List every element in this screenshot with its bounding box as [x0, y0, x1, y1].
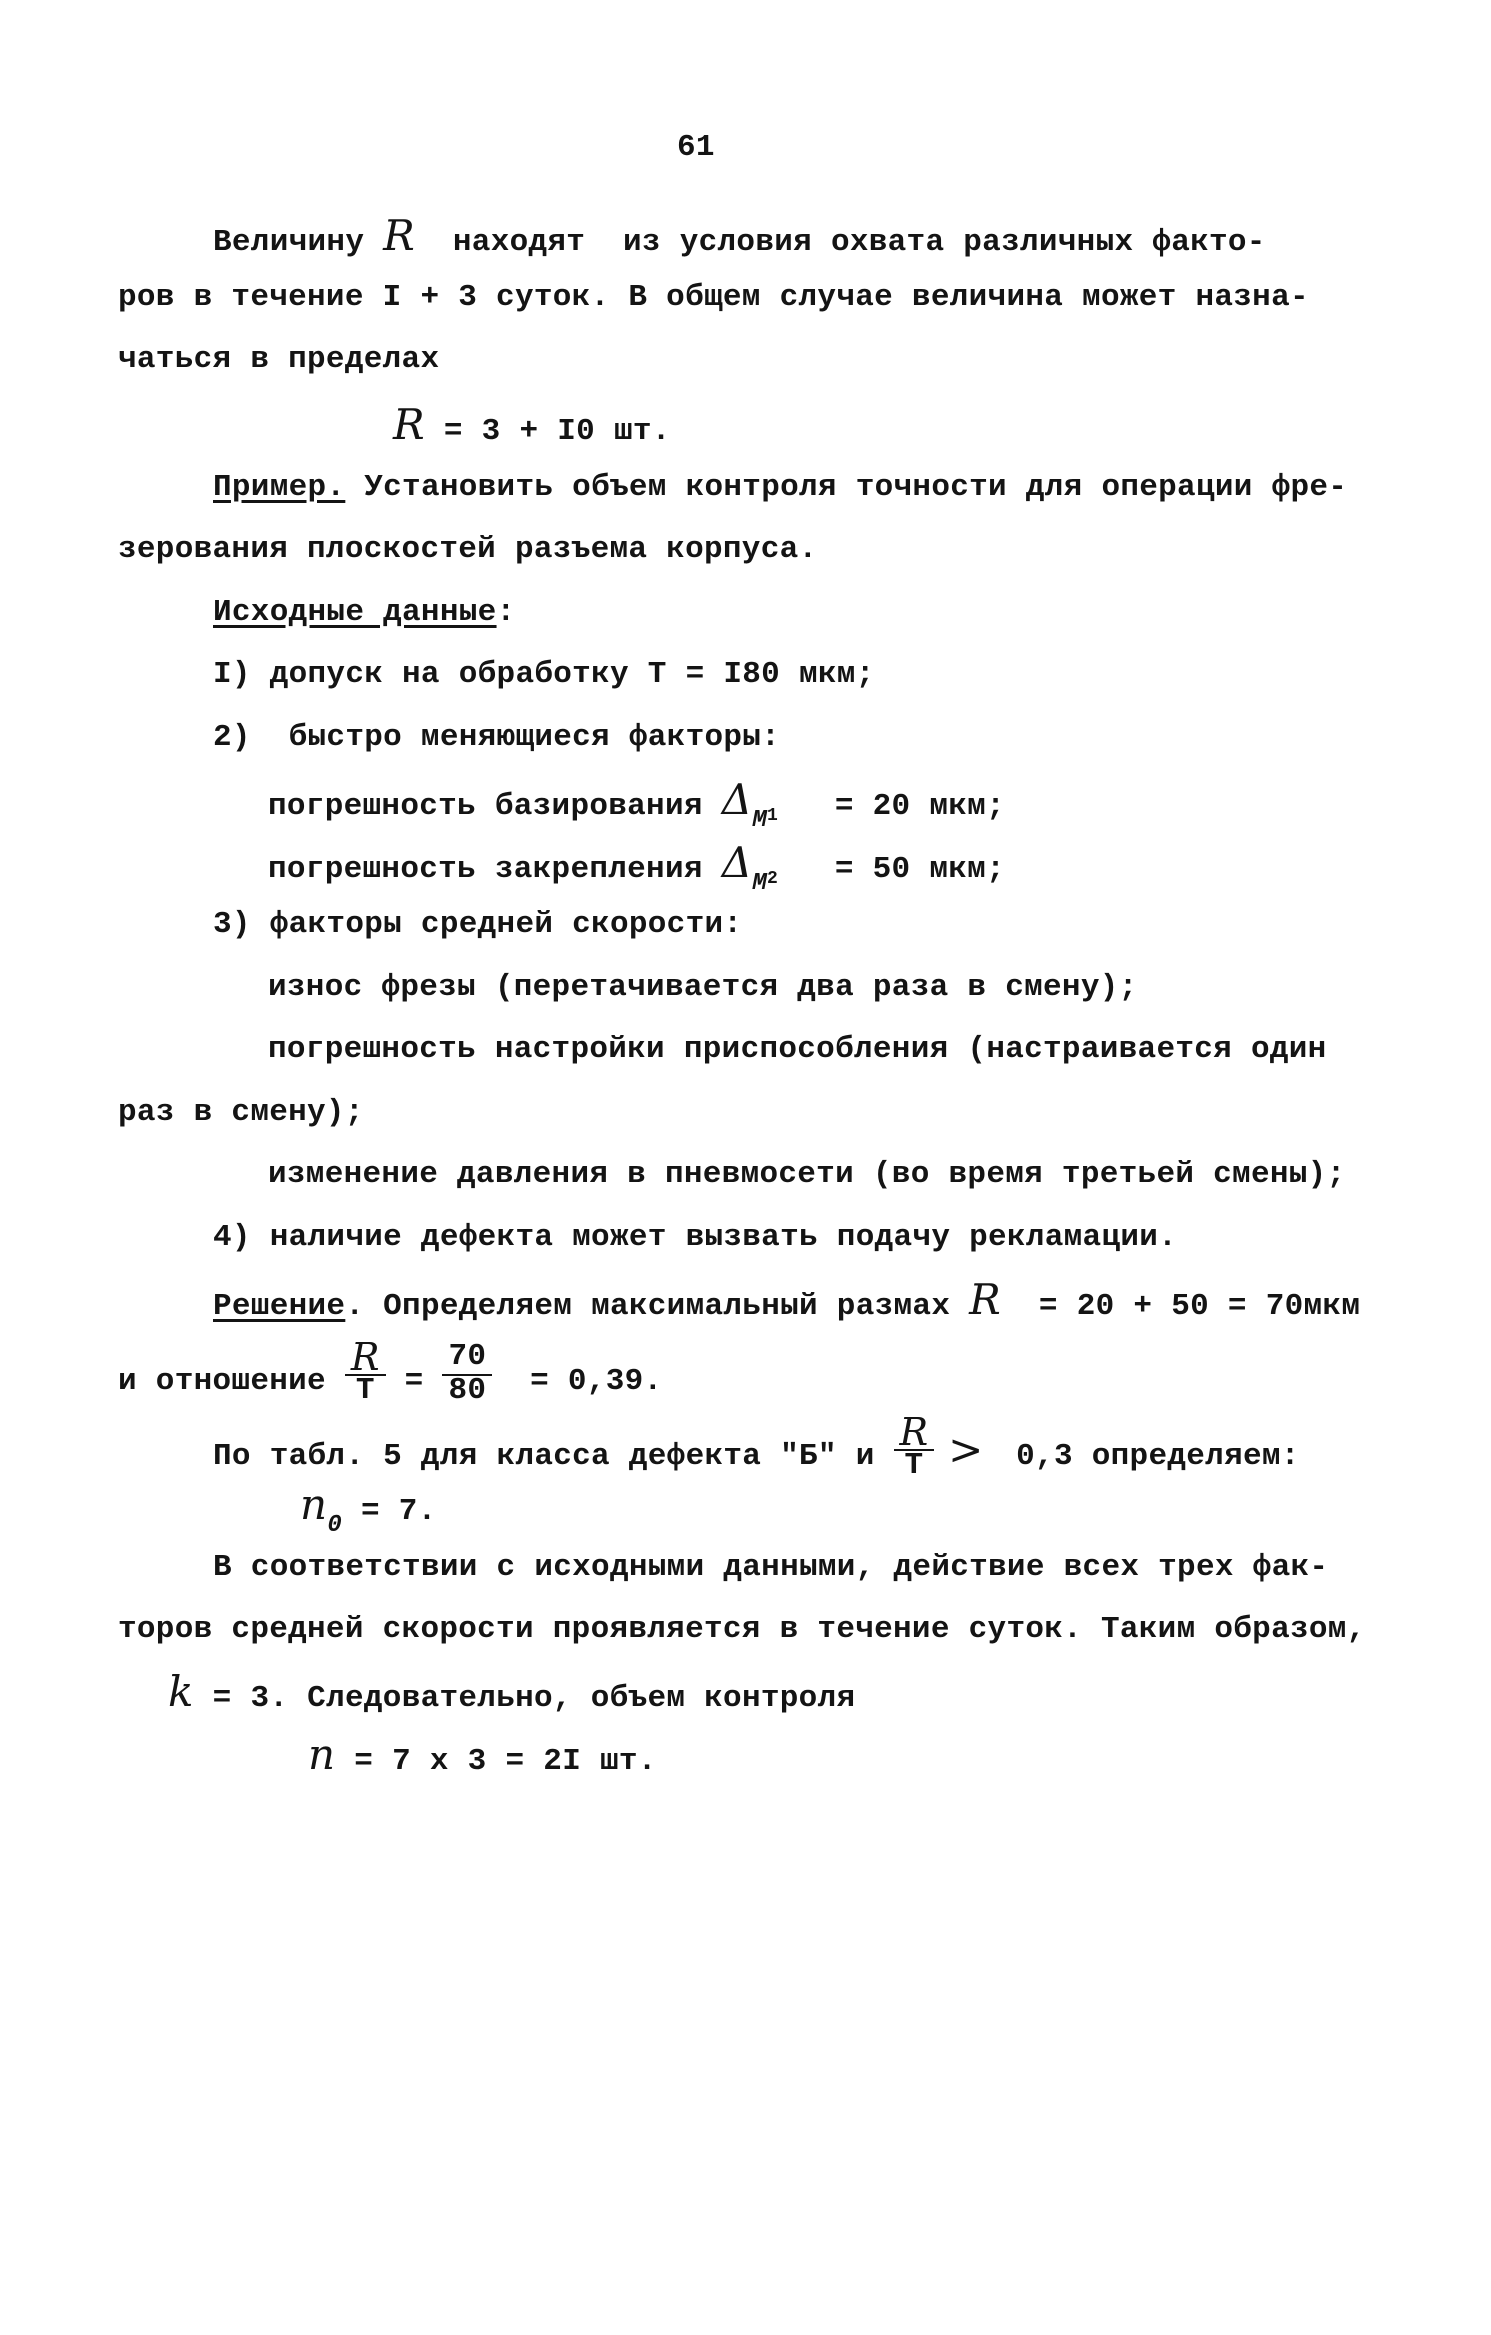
example-label: Пример.	[213, 470, 346, 505]
solution-line2-text: и отношение	[118, 1364, 345, 1400]
example-line2: зерования плоскостей разъема корпуса.	[118, 532, 818, 567]
subscript-1: 1	[767, 806, 779, 826]
list-item-2b	[268, 838, 1005, 897]
final-formula-text: = 7 x 3 = 2I шт.	[335, 1744, 657, 1779]
solution-line2	[118, 1335, 663, 1414]
page-number: 61	[677, 130, 715, 165]
conclusion-line3-text: = 3. Следовательно, объем контроля	[193, 1681, 856, 1716]
list-item-3c: изменение давления в пневмосети (во время третьей смены);	[268, 1157, 1346, 1192]
subscript-m: M	[752, 807, 768, 834]
symbol-r: R	[383, 211, 416, 260]
formula-r-range	[393, 400, 671, 452]
subscript-0: 0	[327, 1512, 343, 1539]
fraction-denominator: T	[904, 1448, 924, 1483]
example-text1: Установить объем контроля точности для операции фре-	[345, 470, 1348, 505]
fraction-70-over-80	[442, 1340, 492, 1406]
para1-text-a: Величину	[213, 225, 384, 260]
n0-value: = 7.	[342, 1494, 437, 1529]
list-item-4: 4) наличие дефекта может вызвать подачу рекламации.	[213, 1220, 1178, 1255]
ratio-result: = 0,39.	[492, 1364, 663, 1400]
fraction-numerator: R	[894, 1415, 935, 1451]
delta-symbol: Δ	[721, 838, 753, 887]
conclusion-line3	[168, 1667, 856, 1719]
fraction-r-over-t	[894, 1410, 935, 1483]
symbol-n: n	[300, 1480, 328, 1529]
list-item-3a: износ фрезы (перетачивается два раза в смену);	[268, 970, 1138, 1005]
fraction-denominator: T	[355, 1373, 375, 1408]
table-ref-text-a: По табл. 5 для класса дефекта "Б" и	[213, 1439, 894, 1475]
solution-text1: . Определяем максимальный размах	[345, 1289, 970, 1324]
para1-line3: чаться в пределах	[118, 342, 440, 377]
delta-symbol: Δ	[721, 775, 753, 824]
example-line1	[213, 468, 1347, 508]
table-reference	[213, 1410, 1300, 1489]
subscript-2: 2	[767, 869, 779, 889]
fraction-r-over-t	[345, 1335, 386, 1408]
conclusion-line2: торов средней скорости проявляется в течение суток. Таким образом,	[118, 1612, 1366, 1647]
list-item-3b-cont: раз в смену);	[118, 1095, 364, 1130]
symbol-n: n	[308, 1730, 336, 1779]
para1-text-b: находят из условия охвата различных факто-	[415, 225, 1266, 260]
item2a-text: погрешность базирования	[268, 789, 722, 824]
fraction-denominator: 80	[448, 1373, 487, 1408]
final-formula	[308, 1730, 657, 1782]
fraction-numerator: 70	[442, 1340, 492, 1376]
source-data-label: Исходные данные	[213, 595, 497, 630]
list-item-1: I) допуск на обработку Т = I80 мкм;	[213, 657, 875, 692]
fraction-numerator: R	[345, 1340, 386, 1376]
item2a-value: = 20 мкм;	[778, 789, 1005, 824]
solution-label: Решение	[213, 1289, 346, 1324]
para1-line2: ров в течение I + 3 суток. В общем случае величина может назна-	[118, 280, 1309, 315]
list-item-3b: погрешность настройки приспособления (настраивается один	[268, 1032, 1327, 1067]
conclusion-line1: В соответствии с исходными данными, действие всех трех фак-	[213, 1550, 1329, 1585]
item2b-text: погрешность закрепления	[268, 852, 722, 887]
item2b-value: = 50 мкм;	[778, 852, 1005, 887]
symbol-r: R	[393, 400, 425, 449]
list-item-2: 2) быстро меняющиеся факторы:	[213, 720, 781, 755]
table-ref-text-b: 0,3 определяем:	[997, 1439, 1300, 1475]
source-data-colon: :	[496, 595, 516, 630]
greater-than-sign: >	[934, 1425, 998, 1475]
solution-line1	[213, 1275, 1361, 1327]
formula-r-range-text: = 3 + I0 шт.	[424, 414, 671, 449]
source-data-heading	[213, 593, 515, 633]
symbol-k: k	[168, 1667, 194, 1716]
para1-line1	[213, 211, 1266, 263]
symbol-r: R	[969, 1275, 1002, 1324]
equals-sign: =	[385, 1364, 443, 1400]
subscript-m: M	[752, 870, 768, 897]
n0-formula	[300, 1480, 437, 1539]
list-item-3: 3) факторы средней скорости:	[213, 907, 743, 942]
list-item-2a	[268, 775, 1005, 834]
solution-text2: = 20 + 50 = 70мкм	[1001, 1289, 1361, 1324]
